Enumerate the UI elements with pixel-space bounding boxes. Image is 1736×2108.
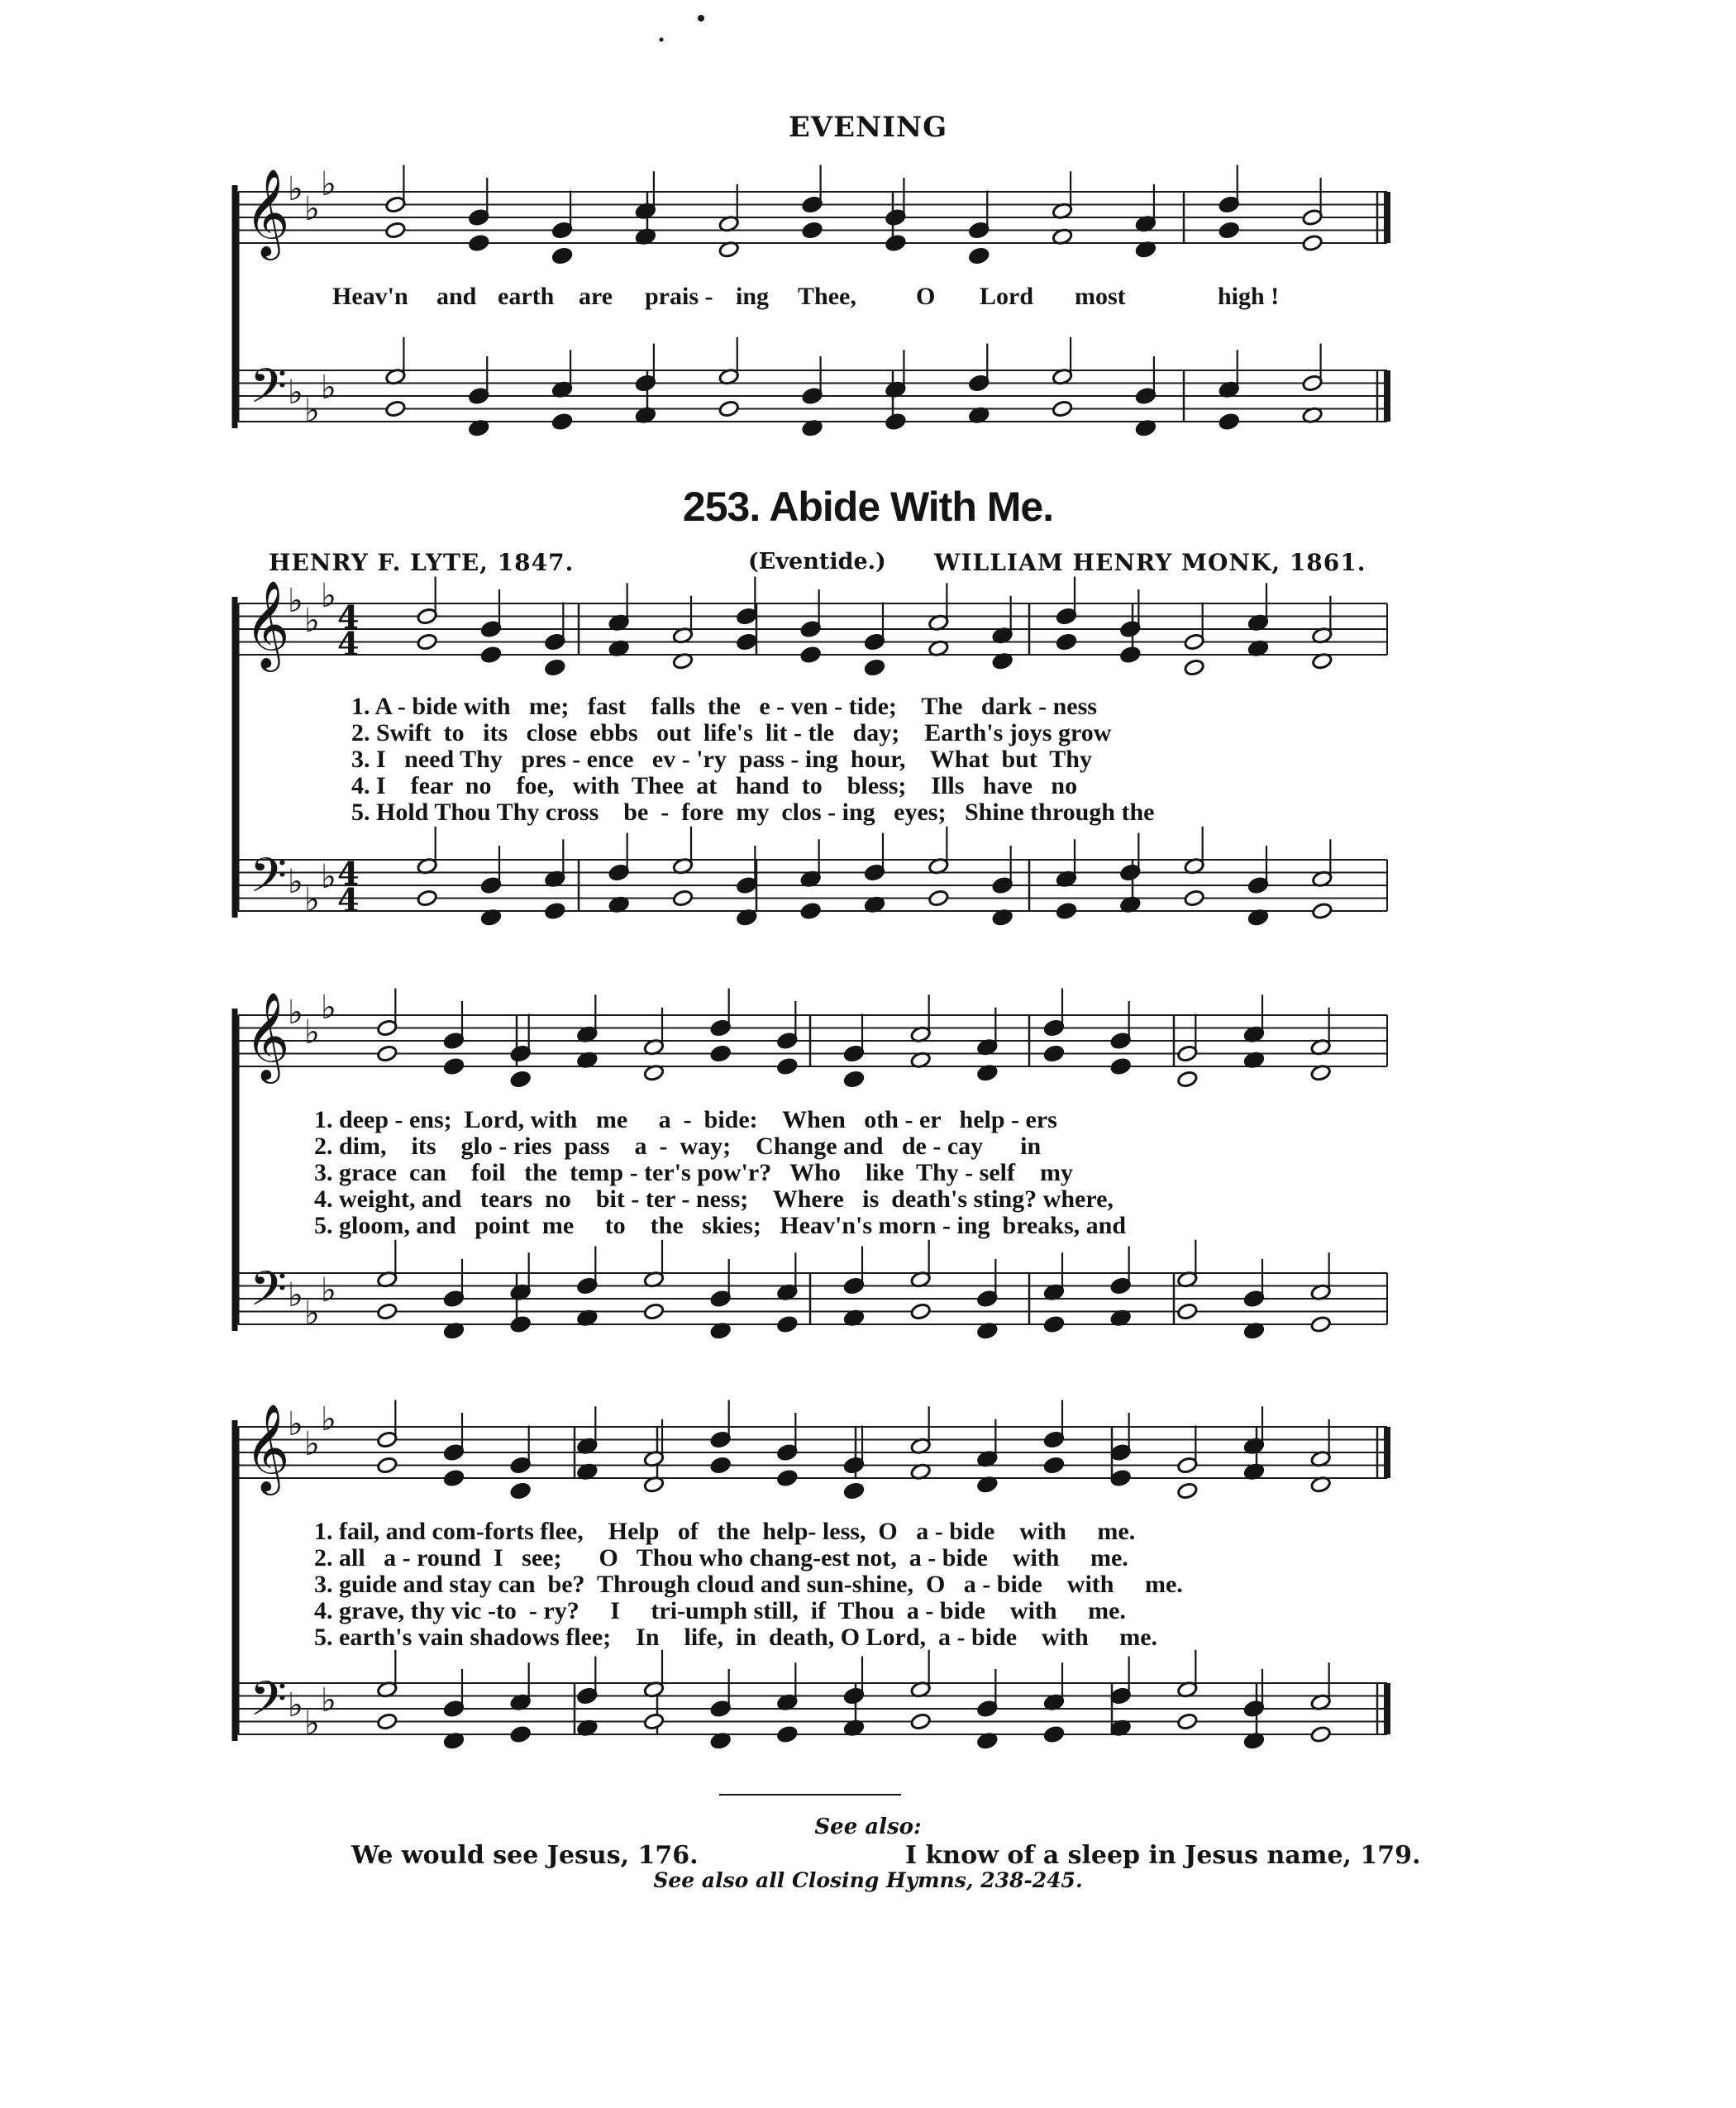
bass-note (910, 1303, 932, 1321)
bass-note (643, 1303, 665, 1321)
flat-icon: ♭ (288, 582, 303, 620)
treble-clef-icon: 𝄞 (245, 1403, 290, 1491)
alto-note (968, 247, 990, 265)
fragment-lyric-word: earth (498, 283, 555, 310)
time-signature-denominator: 4 (337, 881, 360, 918)
flat-icon: ♭ (288, 170, 303, 208)
flat-icon: ♭ (288, 994, 303, 1032)
fragment-lyric-word: Thee, (798, 283, 856, 310)
bass-note (1052, 400, 1073, 418)
alto-note (1219, 222, 1240, 240)
bass-note (417, 889, 438, 908)
bass-clef-icon: 𝄢 (250, 1261, 288, 1328)
flat-icon: ♭ (321, 1681, 336, 1719)
alto-note (885, 234, 907, 252)
system-2-verse-4: 4. weight, and tears no bit - ter - ness; Where is death's sting? where, (314, 1185, 1114, 1213)
alto-note (710, 1045, 732, 1063)
alto-note (376, 1045, 398, 1063)
flat-icon: ♭ (321, 989, 336, 1027)
system-3-verse-4: 4. grave, thy vic -to - ry? I tri-umph still, if Thou a - bide with me. (314, 1597, 1126, 1624)
bass-note (718, 400, 740, 418)
fragment-lyric-word: are (579, 283, 613, 310)
bass-clef-icon: 𝄢 (250, 358, 288, 426)
composer: WILLIAM HENRY MONK, 1861. (934, 549, 1366, 576)
bass-note (551, 413, 573, 431)
system-2-verse-5: 5. gloom, and point me to the skies; Heav'n's morn - ing breaks, and (314, 1212, 1127, 1239)
alto-note (551, 247, 573, 265)
bass-note (1056, 902, 1077, 920)
bass-note (1310, 1315, 1332, 1333)
flat-icon: ♭ (321, 1400, 336, 1438)
bass-note (776, 1725, 798, 1743)
flat-icon: ♭ (288, 1686, 303, 1724)
alto-note (510, 1071, 532, 1089)
alto-note (417, 633, 438, 651)
flat-icon: ♭ (304, 1425, 320, 1463)
fragment-lyric-word: most (1075, 283, 1126, 310)
alto-note (468, 234, 489, 252)
alto-note (544, 659, 565, 677)
bass-note (385, 400, 407, 418)
flat-icon: ♭ (304, 190, 320, 228)
bass-note (376, 1303, 398, 1321)
system-1-verse-1: 1. A - bide with me; fast falls the e - ven - tide; The dark - ness (351, 693, 1097, 720)
hymn-title: 253. Abide With Me. (682, 484, 1054, 530)
flat-icon: ♭ (321, 1271, 336, 1309)
alto-note (510, 1482, 532, 1500)
alto-note (1176, 1071, 1198, 1089)
see-also-label: See also: (814, 1815, 922, 1839)
fragment-lyric-word: Lord (980, 283, 1034, 310)
alto-note (864, 659, 885, 677)
bass-note (1043, 1725, 1065, 1743)
fragment-lyric-word: Heav'n (332, 283, 408, 310)
print-speck (660, 38, 664, 42)
treble-clef-icon: 𝄞 (245, 579, 290, 668)
bass-note (672, 889, 694, 908)
footer-divider (719, 1794, 901, 1796)
system-2-verse-3: 3. grace can foil the temp - ter's pow'r? Who like Thy - self my (314, 1159, 1073, 1186)
flat-icon: ♭ (304, 1013, 320, 1052)
alto-note (843, 1071, 865, 1089)
bass-note (1311, 902, 1333, 920)
flat-icon: ♭ (288, 1405, 303, 1443)
system-3-verse-5: 5. earth's vain shadows flee; In life, in death, O Lord, a - bide with me. (314, 1624, 1158, 1651)
bass-note (1176, 1303, 1198, 1321)
alto-note (1110, 1469, 1132, 1487)
fragment-lyric-word: prais - (645, 283, 713, 310)
flat-icon: ♭ (304, 1705, 320, 1743)
flat-icon: ♭ (288, 374, 303, 412)
see-also-ref-left: We would see Jesus, 176. (351, 1841, 699, 1870)
treble-clef-icon: 𝄞 (245, 168, 290, 256)
tune-name: (Eventide.) (748, 549, 886, 575)
bass-note (376, 1713, 398, 1731)
flat-icon: ♭ (304, 392, 320, 430)
alto-note (776, 1057, 798, 1075)
flat-icon: ♭ (304, 602, 320, 640)
alto-note (1110, 1057, 1132, 1075)
closing-hymns-note: See also all Closing Hymns, 238-245. (653, 1868, 1083, 1892)
alto-note (1043, 1045, 1065, 1063)
system-1-verse-5: 5. Hold Thou Thy cross be - fore my clos - ing eyes; Shine through the (351, 799, 1155, 826)
treble-clef-icon: 𝄞 (245, 991, 290, 1080)
alto-note (376, 1457, 398, 1475)
time-signature-numerator: 4 (337, 855, 360, 892)
bass-note (1310, 1725, 1332, 1743)
bass-note (1043, 1315, 1065, 1333)
fragment-lyric-word: and (436, 283, 477, 310)
flat-icon: ♭ (321, 165, 336, 203)
flat-icon: ♭ (321, 369, 336, 407)
alto-note (1302, 234, 1323, 252)
system-1-verse-2: 2. Swift to its close ebbs out life's lit - tle day; Earth's joys grow (351, 719, 1112, 746)
bass-note (544, 902, 565, 920)
system-2-verse-1: 1. deep - ens; Lord, with me a - bide: When oth - er help - ers (314, 1106, 1057, 1133)
bass-note (1176, 1713, 1198, 1731)
alto-note (736, 633, 757, 651)
bass-note (643, 1713, 665, 1731)
fragment-lyric-word: ing (736, 283, 770, 310)
bass-note (510, 1315, 532, 1333)
print-speck (698, 15, 704, 21)
alto-note (710, 1457, 732, 1475)
alto-note (776, 1469, 798, 1487)
bass-note (910, 1713, 932, 1731)
bass-clef-icon: 𝄢 (250, 847, 288, 915)
alto-note (1184, 659, 1205, 677)
alto-note (385, 222, 407, 240)
fragment-lyric-word: high ! (1218, 283, 1280, 310)
system-2-verse-2: 2. dim, its glo - ries pass a - way; Change and de - cay in (314, 1133, 1042, 1160)
alto-note (480, 646, 502, 664)
flat-icon: ♭ (321, 577, 336, 615)
fragment-lyric-word: O (916, 283, 936, 310)
flat-icon: ♭ (288, 1276, 303, 1314)
bass-note (1184, 889, 1205, 908)
system-3-verse-2: 2. all a - round I see; O Thou who chang-est not, a - bide with me. (314, 1544, 1128, 1571)
time-signature-denominator: 4 (337, 625, 360, 662)
bass-note (776, 1315, 798, 1333)
alto-note (1176, 1482, 1198, 1500)
flat-icon: ♭ (304, 881, 320, 919)
alto-note (1056, 633, 1077, 651)
time-signature-numerator: 4 (337, 599, 360, 636)
alto-note (443, 1057, 465, 1075)
text-author: HENRY F. LYTE, 1847. (269, 549, 575, 576)
flat-icon: ♭ (304, 1295, 320, 1333)
bass-clef-icon: 𝄢 (250, 1671, 288, 1738)
alto-note (1119, 646, 1141, 664)
system-1-verse-4: 4. I fear no foe, with Thee at hand to bless; Ills have no (351, 772, 1078, 799)
flat-icon: ♭ (321, 858, 336, 896)
bass-note (885, 413, 907, 431)
system-3-verse-3: 3. guide and stay can be? Through cloud and sun-shine, O a - bide with me. (314, 1571, 1183, 1598)
alto-note (800, 646, 822, 664)
bass-note (510, 1725, 532, 1743)
see-also-ref-right: I know of a sleep in Jesus name, 179. (905, 1841, 1421, 1870)
alto-note (843, 1482, 865, 1500)
bass-note (1219, 413, 1240, 431)
system-3-verse-1: 1. fail, and com-forts flee, Help of the help- less, O a - bide with me. (314, 1518, 1136, 1545)
system-1-verse-3: 3. I need Thy pres - ence ev - 'ry pass - ing hour, What but Thy (351, 746, 1092, 773)
bass-note (800, 902, 822, 920)
flat-icon: ♭ (288, 863, 303, 901)
bass-note (928, 889, 949, 908)
running-head: EVENING (788, 111, 948, 144)
alto-note (1043, 1457, 1065, 1475)
alto-note (802, 222, 823, 240)
alto-note (443, 1469, 465, 1487)
